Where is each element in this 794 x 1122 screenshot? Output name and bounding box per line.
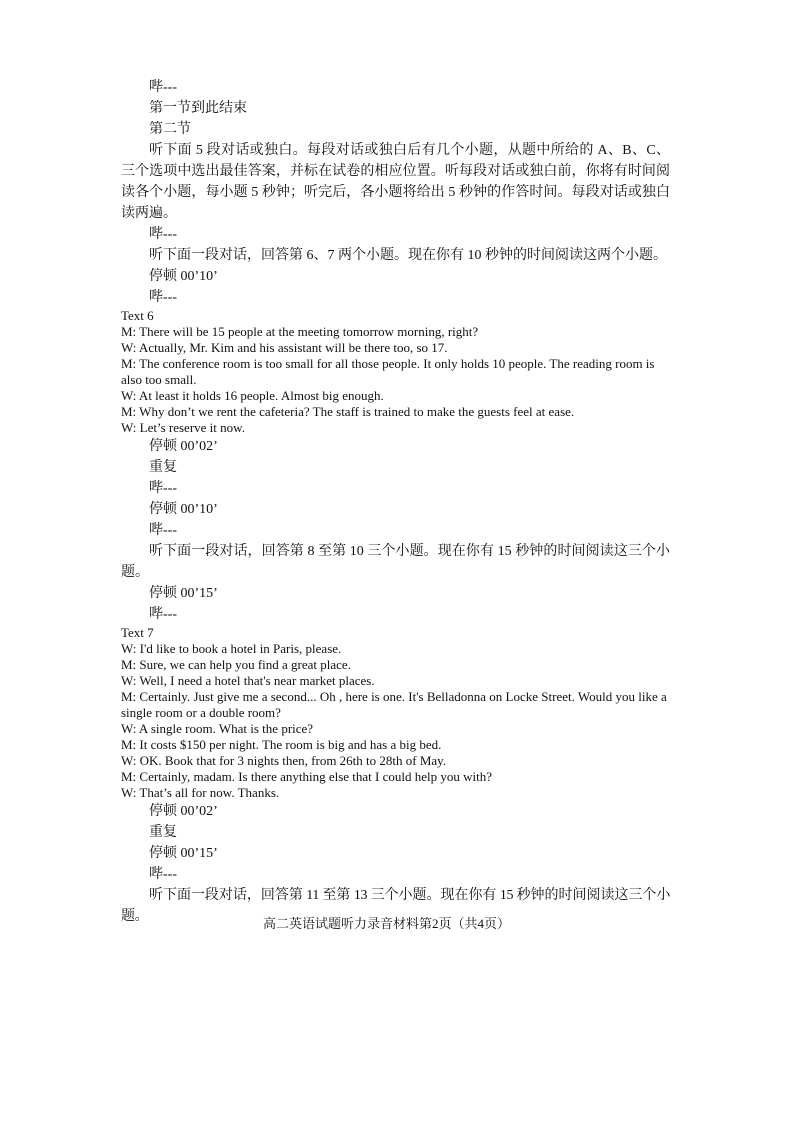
beep-cue: 哔---: [149, 290, 177, 305]
dialogue-line: M: Why don’t we rent the cafeteria? The staff is trained to make the guests feel at ease.: [121, 404, 575, 419]
section-two-instructions: 听下面 5 段对话或独白。每段对话或独白后有几个小题，从题中所给的 A、B、C、三个选项中选出最佳答案，并标在试卷的相应位置。听每段对话或独白前，你将有时间阅读各个小题，每小题 5 秒钟；听完后，各小题将给出 5 秒钟的作答时间。每段对话或独白读两遍。: [121, 143, 670, 221]
repeat-cue: 重复: [149, 825, 177, 840]
dialogue-line: W: I'd like to book a hotel in Paris, please.: [121, 641, 342, 656]
dialogue-line: M: The conference room is too small for all those people. It only holds 10 people. The reading room is also too small.: [121, 356, 655, 387]
section-one-end: 第一节到此结束: [149, 101, 247, 116]
repeat-cue: 重复: [149, 460, 177, 475]
question-instruction: 听下面一段对话，回答第 11 至第 13 三个小题。现在你有 15 秒钟的时间阅读这三个小题。: [121, 888, 670, 924]
pause-cue: 停顿 00’10’: [149, 502, 218, 517]
beep-cue: 哔---: [149, 607, 177, 622]
beep-cue: 哔---: [149, 523, 177, 538]
dialogue-line: M: Sure, we can help you find a great place.: [121, 657, 351, 672]
dialogue-line: W: A single room. What is the price?: [121, 721, 314, 736]
dialogue-line: W: Actually, Mr. Kim and his assistant will be there too, so 17.: [121, 340, 448, 355]
text-6-title: Text 6: [121, 308, 154, 323]
beep-cue: 哔---: [149, 481, 177, 496]
dialogue-line: W: Let’s reserve it now.: [121, 420, 245, 435]
dialogue-line: W: That’s all for now. Thanks.: [121, 785, 280, 800]
dialogue-line: W: Well, I need a hotel that's near market places.: [121, 673, 375, 688]
page-content: [121, 77, 670, 927]
page-footer: 高二英语试题听力录音材料第2页（共4页）: [262, 916, 510, 931]
pause-cue: 停顿 00’15’: [149, 586, 218, 601]
dialogue-line: W: At least it holds 16 people. Almost big enough.: [121, 388, 384, 403]
dialogue-line: M: There will be 15 people at the meeting tomorrow morning, right?: [121, 324, 479, 339]
question-instruction: 听下面一段对话，回答第 8 至第 10 三个小题。现在你有 15 秒钟的时间阅读这三个小题。: [121, 544, 670, 580]
question-instruction: 听下面一段对话，回答第 6、7 两个小题。现在你有 10 秒钟的时间阅读这两个小题。: [149, 248, 667, 263]
section-two-heading: 第二节: [149, 122, 191, 137]
dialogue-line: M: Certainly, madam. Is there anything else that I could help you with?: [121, 769, 493, 784]
pause-cue: 停顿 00’10’: [149, 269, 218, 284]
beep-cue: 哔---: [149, 80, 177, 95]
beep-cue: 哔---: [149, 867, 177, 882]
dialogue-line: M: Certainly. Just give me a second... Oh , here is one. It's Belladonna on Locke Street. Would you like a single room or a double room?: [121, 689, 667, 720]
pause-cue: 停顿 00’02’: [149, 804, 218, 819]
pause-cue: 停顿 00’02’: [149, 439, 218, 454]
dialogue-line: W: OK. Book that for 3 nights then, from 26th to 28th of May.: [121, 753, 447, 768]
text-7-title: Text 7: [121, 625, 154, 640]
pause-cue: 停顿 00’15’: [149, 846, 218, 861]
beep-cue: 哔---: [149, 227, 177, 242]
dialogue-line: M: It costs $150 per night. The room is big and has a big bed.: [121, 737, 442, 752]
